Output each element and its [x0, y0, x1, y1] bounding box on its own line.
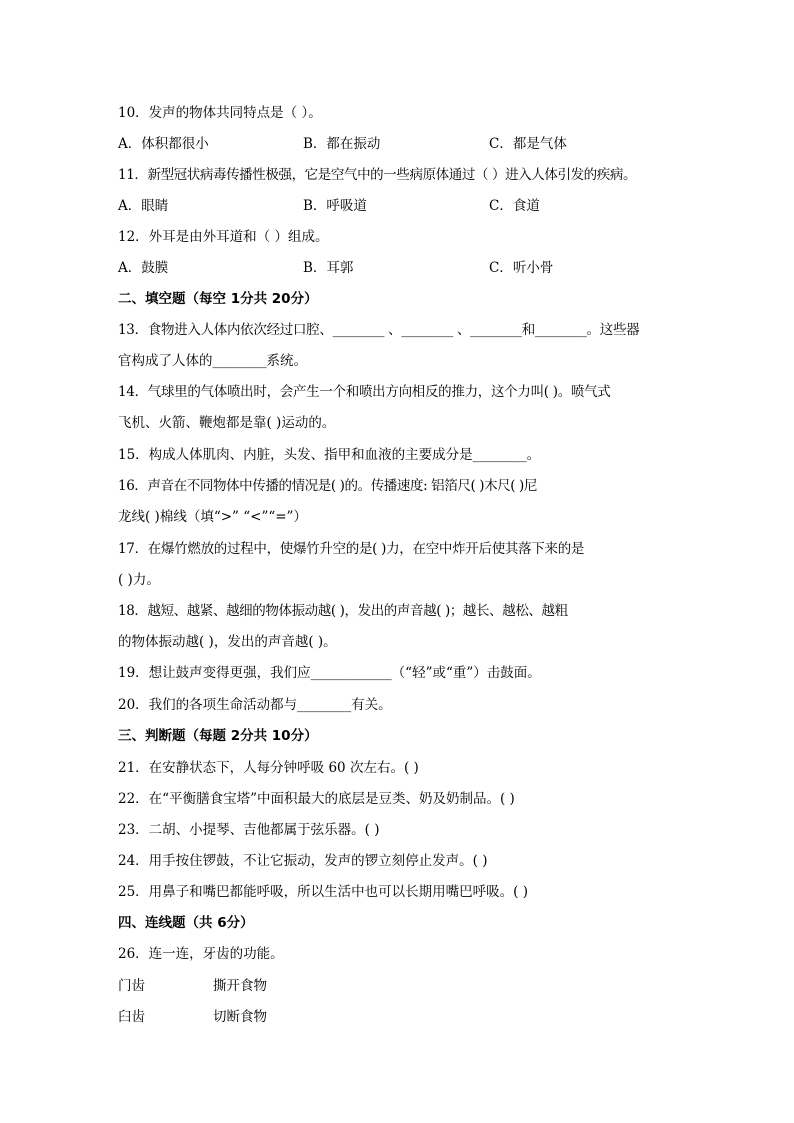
- question-16-line-1: 16．声音在不同物体中传播的情况是( )的。传播速度: 铝箔尺( )木尺( )尼: [118, 478, 537, 494]
- question-11-option-a: A．眼睛: [118, 198, 169, 214]
- tooth-function-1: 撕开食物: [213, 978, 267, 994]
- question-21: 21．在安静状态下，人每分钟呼吸 60 次左右。( ): [118, 760, 419, 776]
- question-11-option-b: B．呼吸道: [303, 198, 367, 214]
- question-12-option-b: B．耳郭: [303, 260, 354, 276]
- question-25: 25．用鼻子和嘴巴都能呼吸，所以生活中也可以长期用嘴巴呼吸。( ): [118, 884, 529, 900]
- question-22: 22．在“平衡膳食宝塔”中面积最大的底层是豆类、奶及奶制品。( ): [118, 791, 515, 807]
- question-11-option-c: C．食道: [489, 198, 540, 214]
- question-15: 15．构成人体肌肉、内脏，头发、指甲和血液的主要成分是________。: [118, 447, 541, 463]
- tooth-name-incisor: 门齿: [118, 978, 145, 994]
- question-20: 20．我们的各项生命活动都与________有关。: [118, 697, 392, 713]
- question-23: 23．二胡、小提琴、吉他都属于弦乐器。( ): [118, 822, 380, 838]
- question-16-line-2: 龙线( )棉线（填“>” “<”“=”）: [118, 509, 307, 525]
- question-24: 24．用手按住锣鼓，不让它振动，发声的锣立刻停止发声。( ): [118, 853, 488, 869]
- tooth-name-molar: 臼齿: [118, 1009, 145, 1025]
- question-10-option-b: B．都在振动: [303, 136, 381, 152]
- question-19: 19．想让鼓声变得更强，我们应____________（“轻”或“重”）击鼓面。: [118, 665, 541, 681]
- question-10-stem: 10．发声的物体共同特点是（ ）。: [118, 105, 322, 121]
- question-18-line-2: 的物体振动越( )，发出的声音越( )。: [118, 634, 337, 650]
- question-13-line-2: 官构成了人体的________系统。: [118, 353, 307, 369]
- section-3-title: 三、判断题（每题 2分共 10分）: [118, 728, 318, 744]
- question-11-stem: 11．新型冠状病毒传播性极强，它是空气中的一些病原体通过（ ）进入人体引发的疾病。: [118, 167, 637, 183]
- question-12-option-a: A．鼓膜: [118, 260, 169, 276]
- question-10-option-a: A．体积都很小: [118, 136, 209, 152]
- question-17-line-1: 17．在爆竹燃放的过程中，使爆竹升空的是( )力，在空中炸开后使其落下来的是: [118, 541, 585, 557]
- section-2-title: 二、填空题（每空 1分共 20分）: [118, 291, 318, 307]
- question-13-line-1: 13．食物进入人体内依次经过口腔、________ 、________ 、________和________。这些器: [118, 322, 640, 338]
- question-12-option-c: C．听小骨: [489, 260, 554, 276]
- question-14-line-1: 14．气球里的气体喷出时，会产生一个和喷出方向相反的推力，这个力叫( )。喷气式: [118, 384, 611, 400]
- question-10-option-c: C．都是气体: [489, 136, 567, 152]
- section-4-title: 四、连线题（共 6分）: [118, 915, 254, 931]
- question-12-stem: 12．外耳是由外耳道和（ ）组成。: [118, 229, 329, 245]
- question-14-line-2: 飞机、火箭、鞭炮都是靠( )运动的。: [118, 415, 336, 431]
- question-17-line-2: ( )力。: [118, 572, 160, 588]
- tooth-function-2: 切断食物: [213, 1009, 267, 1025]
- question-26-stem: 26．连一连，牙齿的功能。: [118, 946, 284, 962]
- question-18-line-1: 18．越短、越紧、越细的物体振动越( )，发出的声音越( )；越长、越松、越粗: [118, 603, 568, 619]
